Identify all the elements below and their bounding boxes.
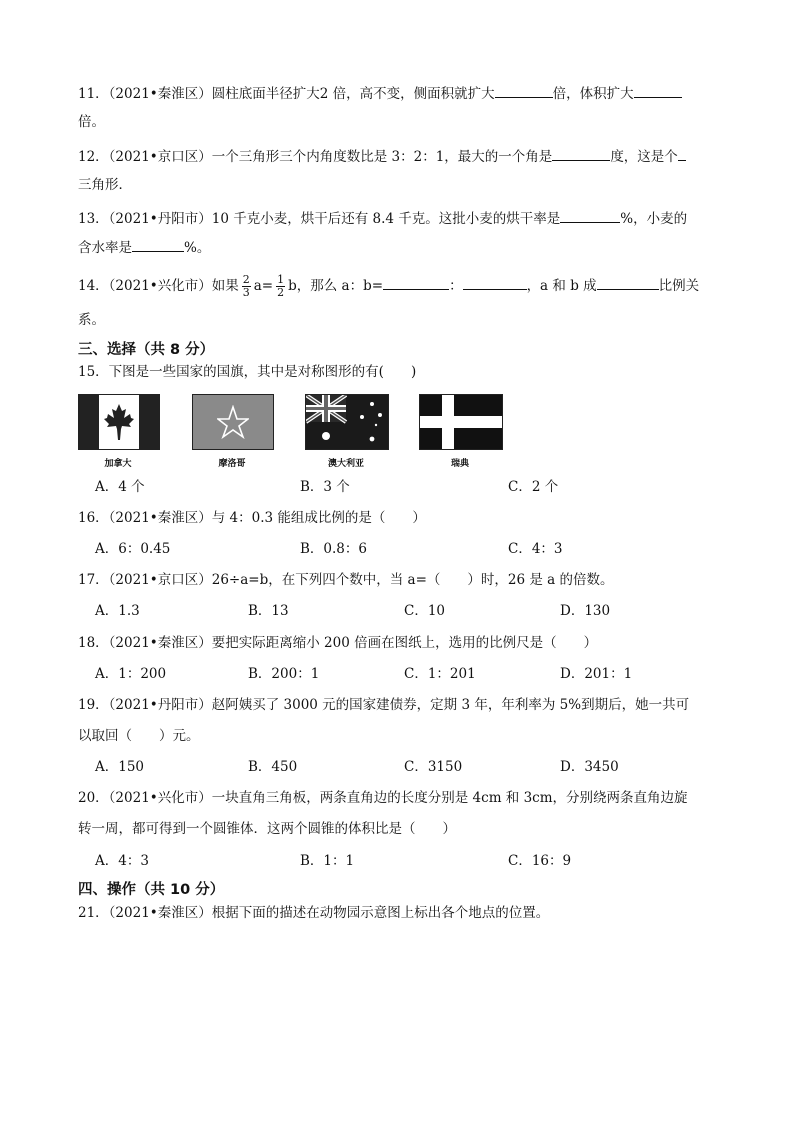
fraction: $\frac{1}{2}$ [277,273,285,299]
pentagram-icon [217,405,249,439]
question-21-stem: 21．（2021•秦淮区）根据下面的描述在动物园示意图上标出各个地点的位置。 [78,905,550,921]
option-a[interactable]: A．4 个 [95,479,145,495]
flag-caption: 瑞典 [450,459,469,469]
flag-caption: 加拿大 [104,459,132,469]
question-20-line2: 转一周，都可得到一个圆锥体．这两个圆锥的体积比是（ ） [78,821,456,837]
option-b[interactable]: B．0.8：6 [300,541,367,557]
question-13-line2 [78,237,210,258]
question-14-line2: 系。 [78,312,105,328]
question-text: 比例关 [658,278,700,294]
answer-blank[interactable] [597,275,659,290]
option-c[interactable]: C．4：3 [508,541,563,557]
question-text: %，小麦的 [620,211,688,227]
option-a[interactable]: A．150 [95,759,145,775]
option-c[interactable]: C．1：201 [404,666,476,682]
option-c[interactable]: C．10 [404,603,446,619]
question-16-stem: 16．（2021•秦淮区）与 4：0.3 能组成比例的是（ ） [78,510,426,526]
question-14-line1 [78,273,699,299]
question-17-stem: 17．（2021•京口区）26÷a=b，在下列四个数中，当 a=（ ）时，26 是 a 的倍数。 [78,572,614,588]
option-a[interactable]: A．1：200 [95,666,167,682]
answer-blank[interactable] [495,83,553,98]
question-11-line2: 倍。 [78,114,105,130]
section-title: 三、选择（共 8 分） [78,342,215,358]
question-12-line2: 三角形． [78,177,132,193]
question-text: a= [253,278,274,294]
flag-caption: 澳大利亚 [327,459,364,469]
option-d[interactable]: D．3450 [560,759,619,775]
section-title: 四、操作（共 10 分） [78,882,225,898]
option-b[interactable]: B．13 [248,603,289,619]
option-a[interactable]: A．4：3 [95,853,149,869]
morocco-flag [192,394,274,450]
answer-blank[interactable] [678,146,686,161]
question-13-line1 [78,208,687,229]
question-text: 倍，体积扩大 [552,86,634,102]
flag-caption: 摩洛哥 [218,459,246,469]
question-text: 13．（2021•丹阳市）10 千克小麦，烘干后还有 8.4 千克。这批小麦的烘干率是 [78,211,561,227]
question-20-line1: 20．（2021•兴化市）一块直角三角板，两条直角边的长度分别是 4cm 和 3cm，分别绕两条直角边旋 [78,790,688,806]
fraction: $\frac{2}{3}$ [242,273,250,299]
option-c[interactable]: C．3150 [404,759,463,775]
option-b[interactable]: B．200：1 [248,666,320,682]
maple-leaf-icon [103,403,135,441]
sweden-flag [419,394,503,450]
question-text: %。 [184,240,211,256]
answer-blank[interactable] [463,275,527,290]
answer-blank[interactable] [132,237,184,252]
option-d[interactable]: D．201：1 [560,666,633,682]
option-b[interactable]: B．1：1 [300,853,355,869]
question-text: 14．（2021•兴化市）如果 [78,278,239,294]
answer-blank[interactable] [560,208,620,223]
option-b[interactable]: B．450 [248,759,298,775]
question-text: ，a 和 b 成 [526,278,597,294]
option-c[interactable]: C．16：9 [508,853,572,869]
option-c[interactable]: C．2 个 [508,479,559,495]
question-19-line1: 19．（2021•丹阳市）赵阿姨买了 3000 元的国家建债券，定期 3 年，年利率为 5%到期后，她一共可 [78,697,690,713]
question-text: 含水率是 [78,240,132,256]
answer-blank[interactable] [383,275,449,290]
question-19-line2: 以取回（ ）元。 [78,728,200,744]
question-text: 12．（2021•京口区）一个三角形三个内角度数比是 3：2：1，最大的一个角是 [78,149,553,165]
answer-blank[interactable] [552,146,610,161]
question-11-line1 [78,83,682,104]
question-18-stem: 18．（2021•秦淮区）要把实际距离缩小 200 倍画在图纸上，选用的比例尺是（ ） [78,635,598,651]
option-d[interactable]: D．130 [560,603,611,619]
question-text: ： [449,278,463,294]
question-15-stem: 15．下图是一些国家的国旗，其中是对称图形的有( ) [78,364,417,380]
option-b[interactable]: B．3 个 [300,479,350,495]
australia-flag [305,394,389,450]
union-jack-and-stars-icon [306,395,388,449]
option-a[interactable]: A．1.3 [95,603,140,619]
answer-blank[interactable] [634,83,682,98]
question-text: 11．（2021•秦淮区）圆柱底面半径扩大2 倍，高不变，侧面积就扩大 [78,86,495,102]
question-text: b，那么 a：b= [288,278,384,294]
question-text: 度，这是个 [610,149,678,165]
canada-flag [78,394,160,450]
option-a[interactable]: A．6：0.45 [95,541,171,557]
question-12-line1 [78,146,686,167]
